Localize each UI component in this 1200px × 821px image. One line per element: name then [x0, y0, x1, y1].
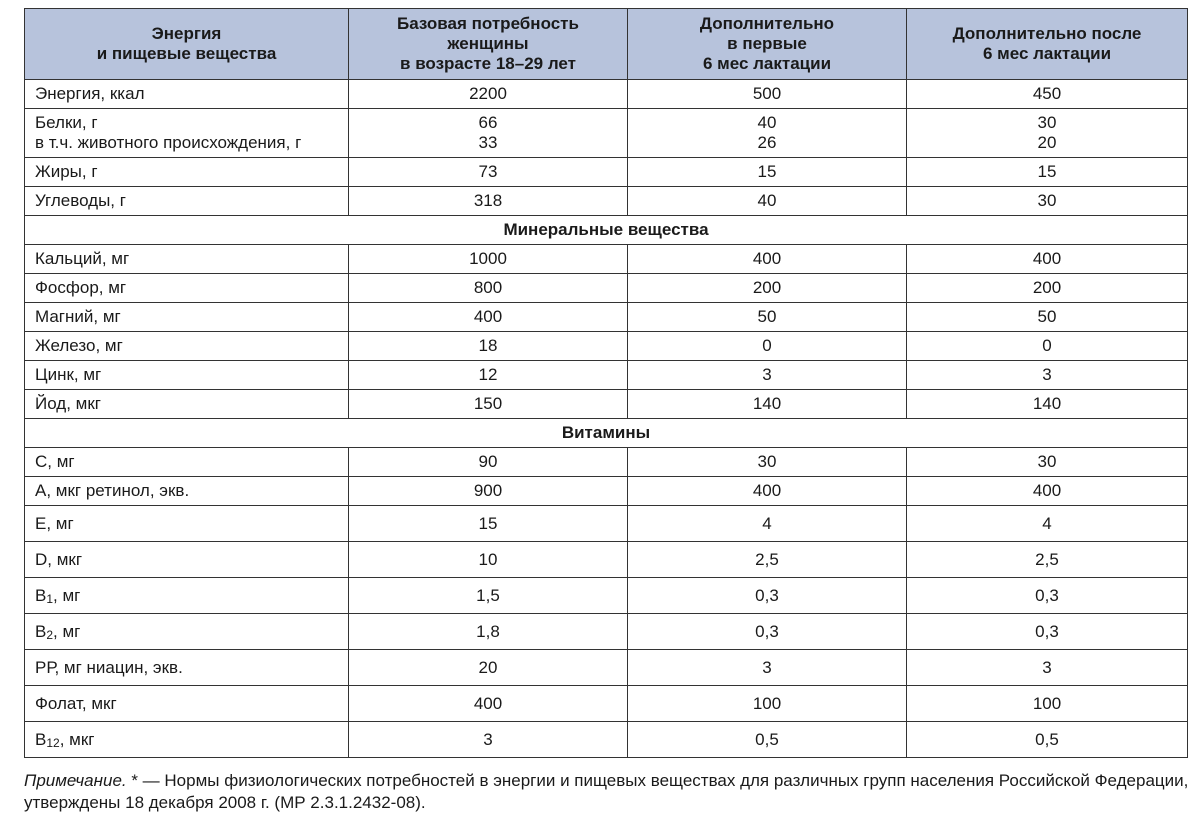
header-nutrient: [25, 9, 349, 80]
cell-first6: 4: [628, 506, 907, 542]
cell-after6: 400: [907, 477, 1188, 506]
row-label: Йод, мкг: [25, 390, 349, 419]
header-line: и пищевые вещества: [96, 44, 277, 63]
cell-after6: 3: [907, 361, 1188, 390]
cell-base: 1,5: [349, 578, 628, 614]
table-row: [25, 448, 1188, 477]
cell-line: 26: [757, 133, 777, 152]
footnote: [24, 770, 1194, 814]
cell-base: 18: [349, 332, 628, 361]
cell-base: 10: [349, 542, 628, 578]
cell-first6: 3: [628, 361, 907, 390]
header-line: в первые: [727, 34, 807, 53]
row-label: Е, мг: [25, 506, 349, 542]
section-row-minerals: [25, 216, 1188, 245]
section-title: Витамины: [25, 419, 1188, 448]
cell-base: 3: [349, 722, 628, 758]
row-label: Жиры, г: [25, 158, 349, 187]
nutrition-table: [24, 8, 1188, 758]
row-label-line: Белки, г: [35, 113, 98, 132]
row-label: Магний, мг: [25, 303, 349, 332]
cell-after6: 450: [907, 80, 1188, 109]
cell-first6: 400: [628, 477, 907, 506]
cell-base: 15: [349, 506, 628, 542]
cell-first6: 0,5: [628, 722, 907, 758]
cell-first6: 0,3: [628, 614, 907, 650]
cell-base: 400: [349, 686, 628, 722]
header-line: в возрасте 18–29 лет: [400, 54, 576, 73]
row-label: А, мкг ретинол, экв.: [25, 477, 349, 506]
cell-base: 400: [349, 303, 628, 332]
cell-after6: 30: [907, 448, 1188, 477]
cell-base: 150: [349, 390, 628, 419]
cell-line: 66: [478, 113, 498, 132]
cell-after6: 0,3: [907, 614, 1188, 650]
footnote-text: * — Нормы физиологических потребностей в энергии и пищевых веществах для различных групп населения Российской Федерации, утверждены 18 декабря 2008 г. (МР 2.3.1.2432-08).: [24, 771, 1189, 812]
cell-first6: 15: [628, 158, 907, 187]
header-after-6-months: [907, 9, 1188, 80]
row-label: Кальций, мг: [25, 245, 349, 274]
cell-first6: 500: [628, 80, 907, 109]
table-row: [25, 187, 1188, 216]
cell-after6: 30: [907, 187, 1188, 216]
cell-base: 1000: [349, 245, 628, 274]
label-subscript: 12: [46, 735, 60, 750]
cell-line: 20: [1037, 133, 1057, 152]
cell-base: 12: [349, 361, 628, 390]
cell-first6: 40: [628, 187, 907, 216]
cell-base: 1,8: [349, 614, 628, 650]
table-row: [25, 390, 1188, 419]
row-label: [25, 722, 349, 758]
row-label: D, мкг: [25, 542, 349, 578]
cell-line: 30: [1037, 113, 1057, 132]
section-row-vitamins: [25, 419, 1188, 448]
label-unit: , мг: [53, 585, 81, 605]
cell-base: 90: [349, 448, 628, 477]
header-line: Базовая потребность: [397, 14, 579, 33]
cell-first6: 2,5: [628, 542, 907, 578]
cell-first6: 140: [628, 390, 907, 419]
header-first-6-months: [628, 9, 907, 80]
table-row: [25, 361, 1188, 390]
table-row: [25, 80, 1188, 109]
header-line: Дополнительно: [699, 14, 835, 33]
table-row: [25, 158, 1188, 187]
label-main: В: [35, 621, 47, 641]
cell-base: 2200: [349, 80, 628, 109]
cell-first6: 0: [628, 332, 907, 361]
cell-after6: 200: [907, 274, 1188, 303]
cell-first6: 50: [628, 303, 907, 332]
header-line: женщины: [447, 34, 529, 53]
cell-after6: 0: [907, 332, 1188, 361]
cell-base: 318: [349, 187, 628, 216]
table-row: [25, 274, 1188, 303]
table-row: [25, 722, 1188, 758]
section-title: Минеральные вещества: [25, 216, 1188, 245]
row-label: Железо, мг: [25, 332, 349, 361]
cell-base: 800: [349, 274, 628, 303]
cell-base: 20: [349, 650, 628, 686]
row-label: [25, 614, 349, 650]
cell-after6: 0,5: [907, 722, 1188, 758]
row-label: Цинк, мг: [25, 361, 349, 390]
cell-after6: 2,5: [907, 542, 1188, 578]
label-main: В: [35, 585, 47, 605]
cell-base: 900: [349, 477, 628, 506]
cell-after6: 15: [907, 158, 1188, 187]
row-label: [25, 578, 349, 614]
table-row: [25, 578, 1188, 614]
row-label: РР, мг ниацин, экв.: [25, 650, 349, 686]
cell-after6: 100: [907, 686, 1188, 722]
cell-after6: 50: [907, 303, 1188, 332]
cell-after6: 140: [907, 390, 1188, 419]
label-subscript: 1: [46, 591, 54, 606]
table-header-row: [25, 9, 1188, 80]
row-label: С, мг: [25, 448, 349, 477]
cell-after6: 400: [907, 245, 1188, 274]
cell-after6: [907, 109, 1188, 158]
label-unit: , мг: [53, 621, 81, 641]
row-label: [25, 109, 349, 158]
cell-base: 73: [349, 158, 628, 187]
row-label: Энергия, ккал: [25, 80, 349, 109]
nutrition-table-container: [24, 8, 1187, 758]
header-line: Дополнительно после: [952, 24, 1142, 43]
cell-line: 33: [478, 133, 498, 152]
row-label: Фосфор, мг: [25, 274, 349, 303]
header-base-need: [349, 9, 628, 80]
cell-first6: 200: [628, 274, 907, 303]
cell-after6: 3: [907, 650, 1188, 686]
table-row: [25, 506, 1188, 542]
cell-first6: [628, 109, 907, 158]
header-line: 6 мес лактации: [982, 44, 1112, 63]
cell-after6: 4: [907, 506, 1188, 542]
label-main: В: [35, 729, 47, 749]
cell-after6: 0,3: [907, 578, 1188, 614]
table-row: [25, 686, 1188, 722]
header-line: Энергия: [151, 24, 222, 43]
table-row: [25, 245, 1188, 274]
row-label: Углеводы, г: [25, 187, 349, 216]
table-row: [25, 614, 1188, 650]
cell-line: 40: [757, 113, 777, 132]
table-row: [25, 542, 1188, 578]
table-row: [25, 332, 1188, 361]
row-label-line: в т.ч. животного происхождения, г: [35, 133, 302, 152]
table-row: [25, 303, 1188, 332]
label-unit: , мкг: [59, 729, 95, 749]
cell-base: [349, 109, 628, 158]
cell-first6: 100: [628, 686, 907, 722]
cell-first6: 0,3: [628, 578, 907, 614]
table-row: [25, 477, 1188, 506]
cell-first6: 30: [628, 448, 907, 477]
footnote-lead: Примечание.: [24, 771, 127, 790]
label-subscript: 2: [46, 627, 54, 642]
cell-first6: 3: [628, 650, 907, 686]
header-line: 6 мес лактации: [702, 54, 832, 73]
table-row: [25, 650, 1188, 686]
table-row: [25, 109, 1188, 158]
cell-first6: 400: [628, 245, 907, 274]
row-label: Фолат, мкг: [25, 686, 349, 722]
